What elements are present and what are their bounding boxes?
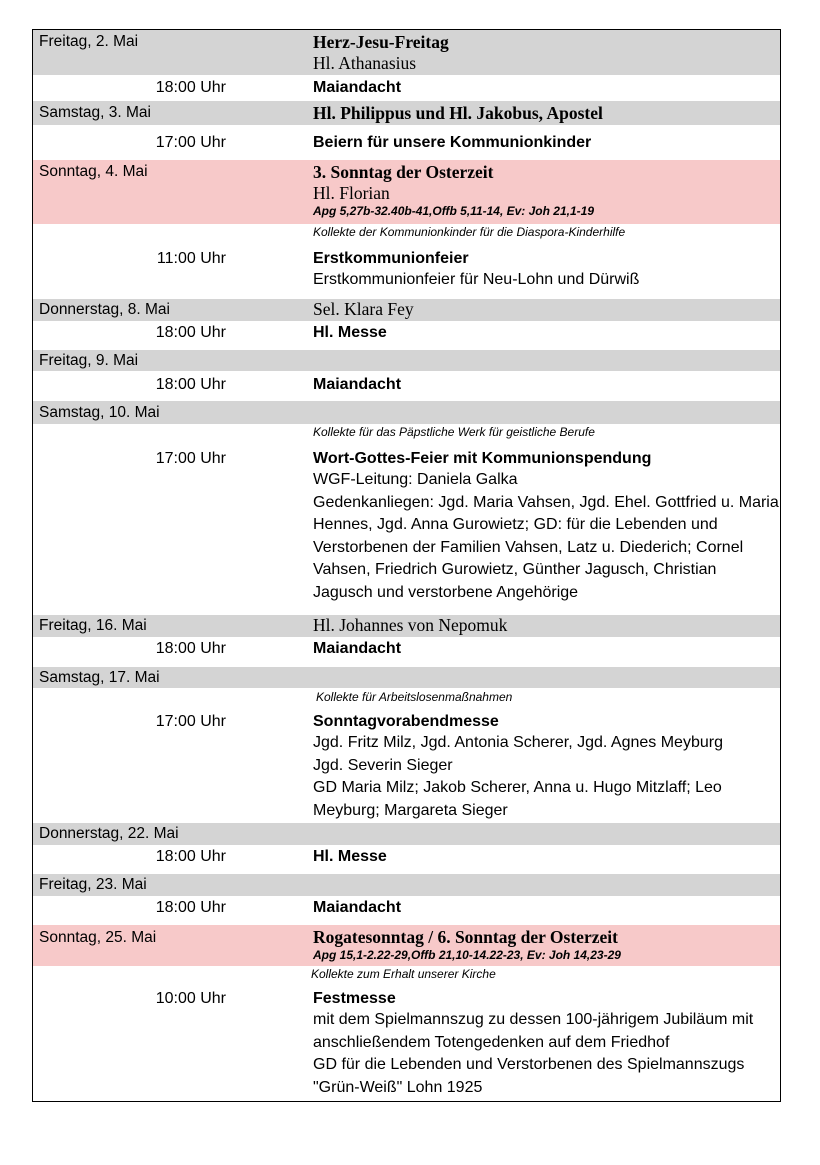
event-detail: Jgd. Severin Sieger	[313, 756, 453, 774]
event-time: 17:00 Uhr	[155, 134, 226, 151]
saint-name: Hl. Johannes von Nepomuk	[313, 615, 508, 635]
day-header-row	[33, 615, 780, 637]
schedule-table	[32, 29, 781, 1102]
day-header-row	[33, 823, 780, 845]
day-label: Sonntag, 4. Mai	[39, 163, 148, 180]
event-time: 18:00 Uhr	[155, 640, 226, 657]
event-time: 18:00 Uhr	[155, 376, 226, 393]
event-title: Maiandacht	[313, 376, 402, 393]
day-header-row	[33, 160, 780, 224]
event-detail: "Grün-Weiß" Lohn 1925	[313, 1078, 483, 1096]
event-row	[33, 845, 780, 874]
event-time: 18:00 Uhr	[155, 899, 226, 916]
event-detail: GD für die Lebenden und Verstorbenen des Spielmannszugs	[313, 1056, 745, 1073]
event-time: 18:00 Uhr	[155, 848, 226, 865]
event-detail: Meyburg; Margareta Sieger	[313, 801, 508, 819]
day-header-row	[33, 667, 780, 688]
day-header-row	[33, 401, 780, 424]
day-label: Sonntag, 25. Mai	[39, 929, 157, 946]
day-header-row	[33, 30, 780, 75]
day-header-row	[33, 874, 780, 896]
day-header-row	[33, 101, 780, 125]
event-detail: anschließendem Totengedenken auf dem Friedhof	[313, 1033, 670, 1051]
event-time: 17:00 Uhr	[155, 450, 226, 467]
event-time: 18:00 Uhr	[155, 324, 226, 341]
day-header-row	[33, 350, 780, 371]
event-time: 10:00 Uhr	[155, 990, 226, 1007]
day-label: Samstag, 10. Mai	[39, 404, 160, 421]
feast-title: Rogatesonntag / 6. Sonntag der Osterzeit	[313, 927, 618, 947]
event-row	[33, 75, 780, 101]
event-detail: GD Maria Milz; Jakob Scherer, Anna u. Hugo Mitzlaff; Leo	[313, 779, 722, 796]
event-detail: mit dem Spielmannszug zu dessen 100-jährigem Jubiläum mit	[313, 1011, 754, 1028]
event-title: Hl. Messe	[313, 324, 387, 341]
day-label: Freitag, 23. Mai	[39, 876, 147, 893]
event-row	[33, 224, 780, 299]
day-label: Donnerstag, 22. Mai	[39, 825, 179, 842]
day-header-row	[33, 299, 780, 321]
collection-note: Kollekte zum Erhalt unserer Kirche	[311, 967, 496, 981]
readings-text: Apg 5,27b-32.40b-41,Offb 5,11-14, Ev: Joh 21,1-19	[313, 204, 595, 218]
event-detail: Erstkommunionfeier für Neu-Lohn und Dürwiß	[313, 271, 640, 288]
event-detail: Jagusch und verstorbene Angehörige	[313, 583, 579, 601]
day-label: Freitag, 2. Mai	[39, 33, 139, 50]
event-title: Wort-Gottes-Feier mit Kommunionspendung	[313, 450, 652, 467]
collection-note: Kollekte für Arbeitslosenmaßnahmen	[316, 690, 513, 704]
event-detail: Hennes, Jgd. Anna Gurowietz; GD: für die Lebenden und	[313, 516, 718, 533]
day-label: Samstag, 17. Mai	[39, 669, 160, 686]
event-row	[33, 966, 780, 1101]
day-label: Freitag, 9. Mai	[39, 352, 139, 369]
day-header-row	[33, 925, 780, 966]
feast-title: 3. Sonntag der Osterzeit	[313, 162, 494, 182]
event-time: 17:00 Uhr	[155, 713, 226, 730]
event-detail: Vahsen, Friedrich Gurowietz, Günther Jagusch, Christian	[313, 561, 717, 578]
day-label: Samstag, 3. Mai	[39, 104, 151, 121]
event-title: Maiandacht	[313, 899, 402, 916]
event-title: Festmesse	[313, 990, 396, 1007]
collection-note: Kollekte für das Päpstliche Werk für geistliche Berufe	[313, 425, 595, 439]
event-detail: WGF-Leitung: Daniela Galka	[313, 471, 518, 488]
event-time: 11:00 Uhr	[156, 250, 226, 267]
day-label: Donnerstag, 8. Mai	[39, 301, 170, 318]
feast-title: Hl. Philippus und Hl. Jakobus, Apostel	[313, 103, 603, 123]
event-title: Erstkommunionfeier	[313, 250, 469, 267]
event-row	[33, 321, 780, 350]
feast-title: Herz-Jesu-Freitag	[313, 32, 449, 52]
event-title: Maiandacht	[313, 640, 402, 657]
event-row	[33, 371, 780, 401]
event-row	[33, 125, 780, 160]
event-row	[33, 637, 780, 667]
event-row	[33, 424, 780, 615]
saint-name: Sel. Klara Fey	[313, 299, 414, 319]
event-time: 18:00 Uhr	[155, 79, 226, 96]
event-title: Sonntagvorabendmesse	[313, 713, 499, 730]
collection-note: Kollekte der Kommunionkinder für die Diaspora-Kinderhilfe	[313, 225, 626, 239]
event-detail: Gedenkanliegen: Jgd. Maria Vahsen, Jgd. Ehel. Gottfried u. Maria	[313, 493, 779, 511]
event-detail: Jgd. Fritz Milz, Jgd. Antonia Scherer, Jgd. Agnes Meyburg	[313, 734, 723, 751]
event-row	[33, 688, 780, 823]
saint-name: Hl. Athanasius	[313, 53, 417, 73]
event-detail: Verstorbenen der Familien Vahsen, Latz u. Diederich; Cornel	[313, 538, 744, 556]
event-title: Beiern für unsere Kommunionkinder	[313, 134, 592, 151]
event-title: Maiandacht	[313, 79, 402, 96]
day-label: Freitag, 16. Mai	[39, 617, 147, 634]
event-row	[33, 896, 780, 925]
readings-text: Apg 15,1-2.22-29,Offb 21,10-14.22-23, Ev: Joh 14,23-29	[313, 948, 621, 962]
event-title: Hl. Messe	[313, 848, 387, 865]
saint-name: Hl. Florian	[313, 183, 390, 203]
